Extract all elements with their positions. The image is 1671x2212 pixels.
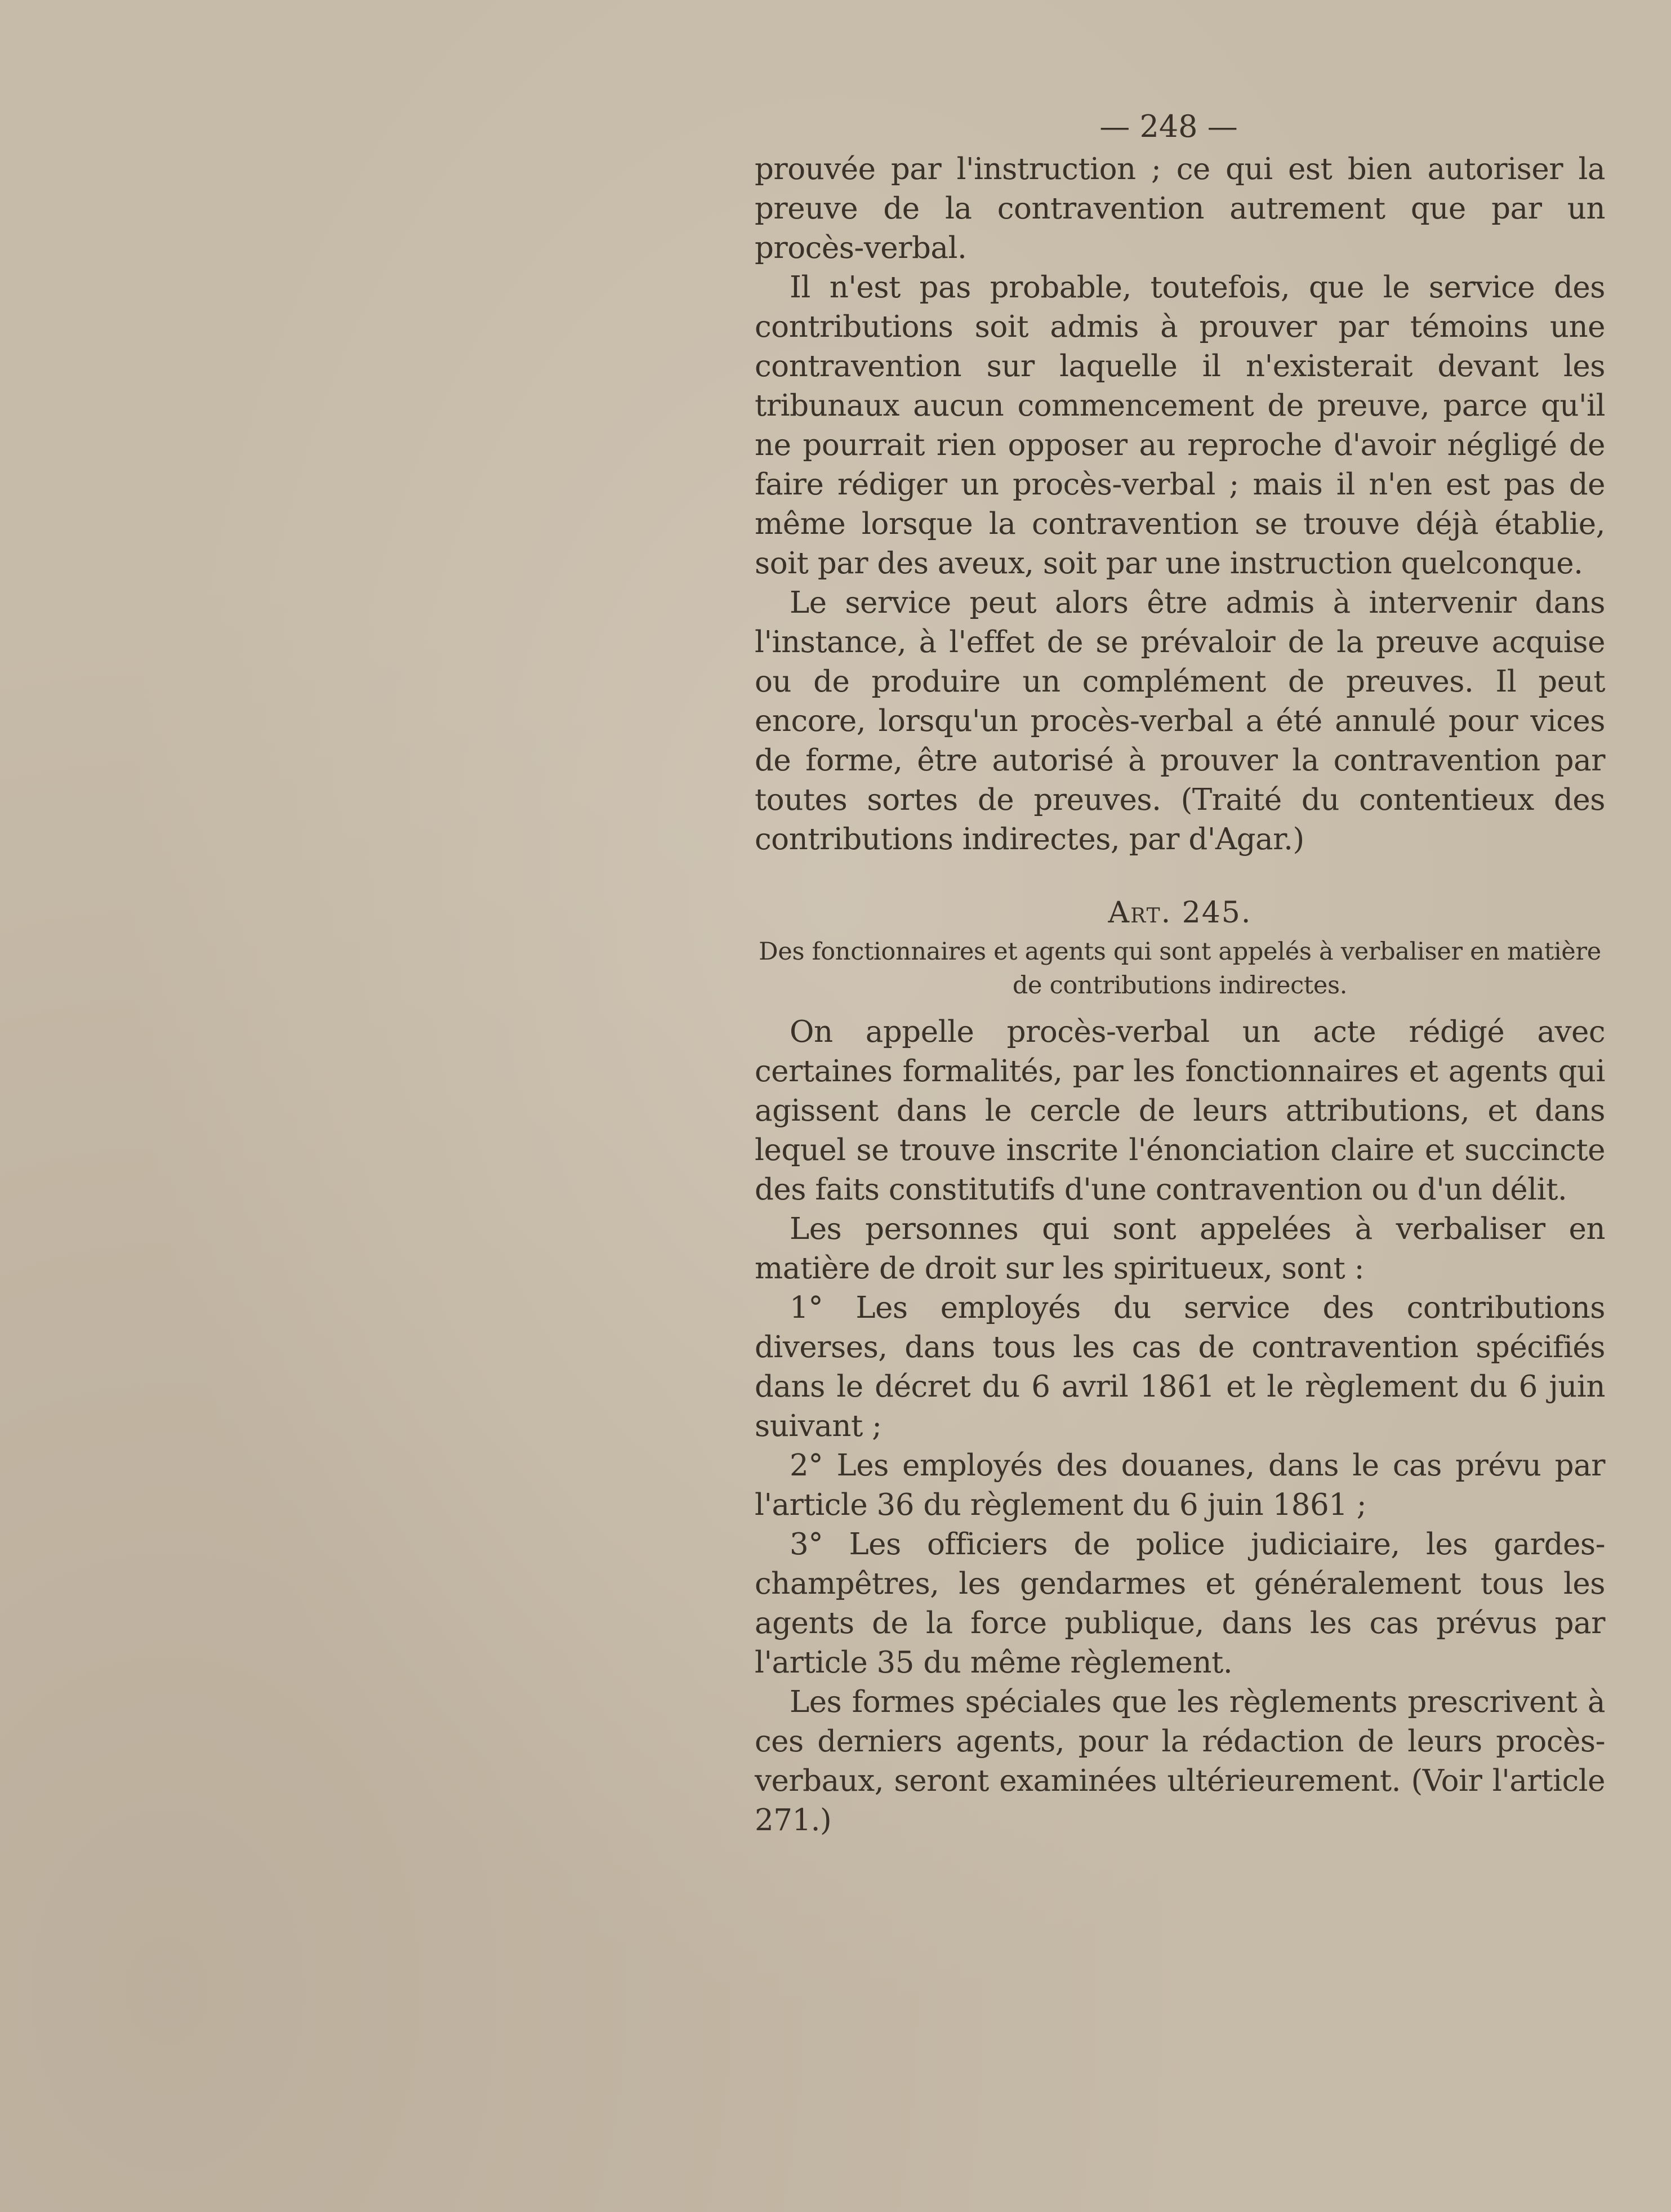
page-number: — 248 — xyxy=(1099,109,1238,144)
paragraph: Les personnes qui sont appelées à verbaliser en matière de droit sur les spiritueux, sont : xyxy=(755,1212,1605,1286)
article-subtitle xyxy=(755,935,1605,1002)
list-item: 2° Les employés des douanes, dans le cas prévu par l'article 36 du règlement du 6 juin 1861 ; xyxy=(755,1448,1605,1522)
paragraph: Il n'est pas probable, toutefois, que le service des contributions soit admis à prouver par témoins une contravention sur laquelle il n'existerait devant les tribunaux aucun commencement de preuve, parce qu'il ne pourrait rien opposer au reproche d'avoir négligé de faire rédiger un procès-verbal ; mais il n'en est pas de même lorsque la contravention se trouve déjà établie, soit par des aveux, soit par une instruction quelconque. xyxy=(755,270,1605,581)
paragraph: On appelle procès-verbal un acte rédigé avec certaines formalités, par les fonctionnaires et agents qui agissent dans le cercle de leurs attributions, et dans lequel se trouve inscrite l'énonciation claire et succincte des faits constitutifs d'une contravention ou d'un délit. xyxy=(755,1015,1605,1207)
paragraph: Les formes spéciales que les règlements prescrivent à ces derniers agents, pour la rédaction de leurs procès-verbaux, seront examinées ultérieurement. (Voir l'article 271.) xyxy=(755,1685,1605,1838)
article-heading: Art. 245. xyxy=(1108,896,1252,930)
list-item: 1° Les employés du service des contributions diverses, dans tous les cas de contravention spécifiés dans le décret du 6 avril 1861 et le règlement du 6 juin suivant ; xyxy=(755,1291,1605,1443)
text-column xyxy=(755,107,1605,1840)
paragraph: Le service peut alors être admis à intervenir dans l'instance, à l'effet de se prévaloir de la preuve acquise ou de produire un complément de preuves. Il peut encore, lorsqu'un procès-verbal a été annulé pour vices de forme, être autorisé à prouver la contravention par toutes sortes de preuves. (Traité du contentieux des contributions indirectes, par d'Agar.) xyxy=(755,586,1605,857)
article-subtitle-line: de contributions indirectes. xyxy=(1012,971,1348,1000)
article-subtitle-line: Des fonctionnaires et agents qui sont appelés à verbaliser en matière xyxy=(759,938,1601,966)
list-item: 3° Les officiers de police judiciaire, les gardes-champêtres, les gendarmes et généralement tous les agents de la force publique, dans les cas prévus par l'article 35 du même règlement. xyxy=(755,1527,1605,1680)
paragraph: prouvée par l'instruction ; ce qui est bien autoriser la preuve de la contravention autrement que par un procès-verbal. xyxy=(755,152,1605,265)
